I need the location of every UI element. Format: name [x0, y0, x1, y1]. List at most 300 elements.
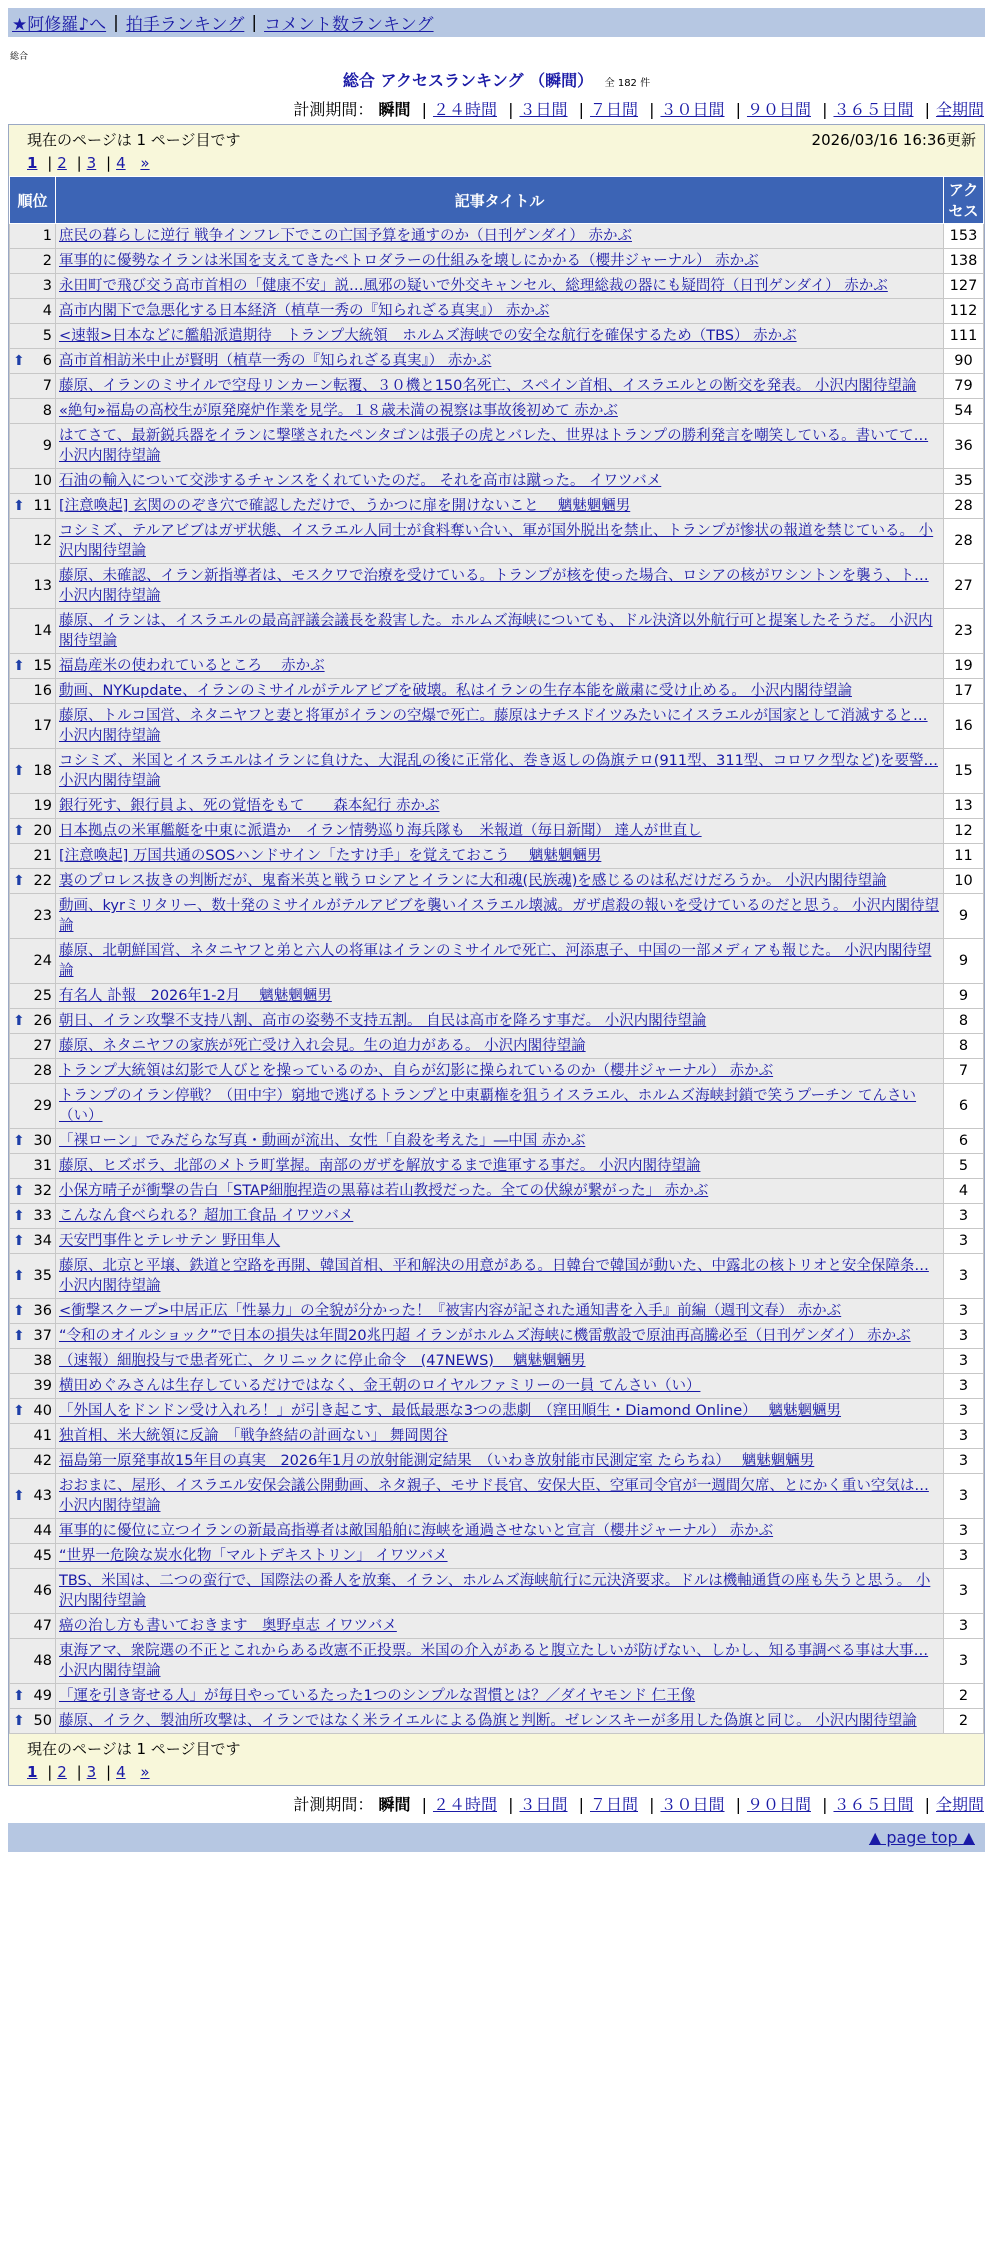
rank-cell [10, 869, 56, 894]
rank-number: 31 [33, 1158, 52, 1174]
access-count: 5 [944, 1154, 984, 1179]
table-row [10, 374, 984, 399]
arrow-up-icon: ⬆ [13, 1488, 25, 1504]
rank-number: 46 [33, 1583, 52, 1599]
article-link[interactable]: 藤原、イラク、製油所攻撃は、イランではなく米ライエルによる偽旗と判断。ゼレンスキーが多用した偽旗と同じ。 小沢内閣待望論 [59, 1713, 917, 1729]
rank-number: 18 [33, 763, 52, 779]
rank-cell [10, 1519, 56, 1544]
article-link[interactable]: 動画、kyrミリタリー、数十発のミサイルがテルアビブを襲いイスラエル壊滅。ガザ虐殺の報いを受けているのだと思う。 小沢内閣待望論 [59, 898, 940, 934]
rank-cell [10, 1084, 56, 1129]
pager-next[interactable]: » [140, 154, 150, 172]
article-link[interactable]: 藤原、トルコ国営、ネタニヤフと妻と将軍がイランの空爆で死亡。藤原はナチスドイツみたいにイスラエルが国家として消滅すると… 小沢内閣待望論 [59, 708, 928, 744]
table-row [10, 984, 984, 1009]
access-count: 153 [944, 224, 984, 249]
article-link[interactable]: 藤原、イランのミサイルで空母リンカーン転覆、３０機と150名死亡、スペイン首相、イスラエルとの断交を発表。 小沢内閣待望論 [59, 378, 917, 394]
footer-bar [8, 1823, 985, 1852]
title-cell [56, 1474, 944, 1519]
rank-cell [10, 324, 56, 349]
rank-number: 6 [42, 353, 52, 369]
table-row [10, 399, 984, 424]
article-link[interactable]: 小保方晴子が衝撃の告白「STAP細胞捏造の黒幕は若山教授だった。全ての伏線が繋がった」 赤かぶ [59, 1183, 709, 1199]
article-link[interactable]: [注意喚起] 万国共通のSOSハンドサイン「たすけ手」を覚えておこう 魑魅魍魎男 [59, 848, 602, 864]
rank-number: 22 [33, 873, 52, 889]
table-row [10, 1179, 984, 1204]
pager-page-current[interactable]: 1 [27, 1763, 38, 1781]
table-row [10, 1154, 984, 1179]
rank-cell [10, 1324, 56, 1349]
access-count: 16 [944, 704, 984, 749]
title-cell [56, 1544, 944, 1569]
rank-number: 23 [33, 908, 52, 924]
table-row [10, 494, 984, 519]
title-cell [56, 749, 944, 794]
article-link[interactable]: 藤原、ヒズボラ、北部のメトラ町掌握。南部のガザを解放するまで進軍する事だ。 小沢内閣待望論 [59, 1158, 701, 1174]
article-link[interactable]: 「裸ローン」でみだらな写真・動画が流出、女性「自殺を考えた」―中国 赤かぶ [59, 1133, 586, 1149]
period-current: 瞬間 [378, 1795, 411, 1814]
rank-cell [10, 274, 56, 299]
arrow-up-icon: ⬆ [13, 873, 25, 889]
access-count: 9 [944, 939, 984, 984]
table-row [10, 424, 984, 469]
access-count: 6 [944, 1084, 984, 1129]
table-row [10, 1229, 984, 1254]
rank-cell [10, 1204, 56, 1229]
table-row [10, 1569, 984, 1614]
total-count: 全 182 件 [604, 78, 651, 89]
table-row [10, 299, 984, 324]
period-all[interactable]: 全期間 [935, 100, 984, 119]
access-count: 12 [944, 819, 984, 844]
rank-number: 29 [33, 1098, 52, 1114]
rank-number: 27 [33, 1038, 52, 1054]
rank-number: 20 [33, 823, 52, 839]
period-365d[interactable]: ３６５日間 [833, 100, 914, 119]
access-count: 111 [944, 324, 984, 349]
article-link[interactable]: 藤原、未確認、イラン新指導者は、モスクワで治療を受けている。トランプが核を使った場合、ロシアの核がワシントンを襲う、ト… 小沢内閣待望論 [59, 568, 929, 604]
table-row [10, 844, 984, 869]
article-link[interactable]: 銀行死す、銀行員よ、死の覚悟をもて 森本紀行 赤かぶ [59, 798, 440, 814]
article-link[interactable]: 庶民の暮らしに逆行 戦争インフレ下でこの亡国予算を通すのか（日刊ゲンダイ） 赤かぶ [59, 228, 632, 244]
article-link[interactable]: 福島第一原発事故15年目の真実 2026年1月の放射能測定結果 （いわき放射能市民測定室 たらちね） 魑魅魍魎男 [59, 1453, 815, 1469]
access-count: 3 [944, 1474, 984, 1519]
access-count: 9 [944, 984, 984, 1009]
table-row [10, 1009, 984, 1034]
period-365d[interactable]: ３６５日間 [833, 1795, 914, 1814]
table-row [10, 1399, 984, 1424]
table-row [10, 1474, 984, 1519]
title-cell [56, 704, 944, 749]
rank-number: 24 [33, 953, 52, 969]
article-link[interactable]: “令和のオイルショック”で日本の損失は年間20兆円超 イランがホルムズ海峡に機雷敷設で原油再高騰必至（日刊ゲンダイ） 赤かぶ [59, 1328, 911, 1344]
rank-cell [10, 1374, 56, 1399]
rank-cell [10, 1034, 56, 1059]
arrow-up-icon: ⬆ [13, 1688, 25, 1704]
title-cell [56, 1324, 944, 1349]
title-cell [56, 1084, 944, 1129]
title-cell [56, 609, 944, 654]
article-link[interactable]: 高市内閣下で急悪化する日本経済（植草一秀の『知られざる真実』） 赤かぶ [59, 303, 550, 319]
access-count: 3 [944, 1639, 984, 1684]
arrow-up-icon: ⬆ [13, 1303, 25, 1319]
rank-cell [10, 704, 56, 749]
rank-cell [10, 349, 56, 374]
arrow-up-icon: ⬆ [13, 1013, 25, 1029]
rank-cell [10, 794, 56, 819]
title-cell [56, 894, 944, 939]
comment-ranking-link[interactable]: コメント数ランキング [264, 15, 434, 35]
title-cell [56, 1639, 944, 1684]
title-cell [56, 1374, 944, 1399]
rank-number: 49 [33, 1688, 52, 1704]
access-count: 11 [944, 844, 984, 869]
rank-cell [10, 1544, 56, 1569]
access-count: 3 [944, 1229, 984, 1254]
period-30d[interactable]: ３０日間 [660, 1795, 725, 1814]
article-link[interactable]: こんなん食べられる？超加工食品 イワツバメ [59, 1208, 354, 1224]
article-link[interactable]: 癌の治し方も書いておきます 奥野卓志 イワツバメ [59, 1618, 397, 1634]
period-label: 計測期間： [293, 100, 374, 119]
access-count: 35 [944, 469, 984, 494]
arrow-up-icon: ⬆ [13, 823, 25, 839]
rank-cell [10, 519, 56, 564]
article-link[interactable]: <衝撃スクープ>中居正広「性暴力」の全貌が分かった！『被害内容が記された通知書を入手』前編（週刊文春） 赤かぶ [59, 1303, 842, 1319]
pager-top: 1 | 2 | 3 | 4 » [27, 154, 150, 172]
rank-cell [10, 749, 56, 794]
access-count: 127 [944, 274, 984, 299]
rank-number: 47 [33, 1618, 52, 1634]
rank-number: 9 [42, 438, 52, 454]
table-row [10, 519, 984, 564]
access-count: 3 [944, 1449, 984, 1474]
article-link[interactable]: 石油の輸入について交渉するチャンスをくれていたのだ。 それを高市は蹴った。 イワツバメ [59, 473, 662, 489]
rank-cell [10, 1154, 56, 1179]
pager-page-current[interactable]: 1 [27, 154, 38, 172]
rank-cell [10, 1229, 56, 1254]
article-link[interactable]: 天安門事件とテレサテン 野田隼人 [59, 1233, 281, 1249]
title-cell [56, 794, 944, 819]
current-page-text: 現在のページは 1 ページ目です [27, 131, 241, 149]
table-row [10, 1299, 984, 1324]
rank-cell [10, 1009, 56, 1034]
rank-number: 13 [33, 578, 52, 594]
rank-number: 50 [33, 1713, 52, 1729]
access-count: 3 [944, 1614, 984, 1639]
rank-cell [10, 679, 56, 704]
table-row [10, 609, 984, 654]
table-row [10, 1544, 984, 1569]
rank-number: 34 [33, 1233, 52, 1249]
rank-number: 3 [42, 278, 52, 294]
page-info-bottom [9, 1734, 984, 1785]
article-link[interactable]: はてさて、最新鋭兵器をイランに撃墜されたペンタゴンは張子の虎とバレた、世界はトランプの勝利発言を嘲笑している。書いてて… 小沢内閣待望論 [59, 428, 929, 464]
article-link[interactable]: トランプ大統領は幻影で人びとを操っているのか、自らが幻影に操られているのか（櫻井ジャーナル） 赤かぶ [59, 1063, 774, 1079]
article-link[interactable]: 有名人 訃報 2026年1-2月 魑魅魍魎男 [59, 988, 332, 1004]
home-link[interactable]: ★阿修羅♪へ [12, 15, 107, 35]
title-cell [56, 1399, 944, 1424]
rank-number: 15 [33, 658, 52, 674]
title-cell [56, 1034, 944, 1059]
rank-cell [10, 469, 56, 494]
arrow-up-icon: ⬆ [13, 1133, 25, 1149]
title-cell [56, 1709, 944, 1734]
rank-cell [10, 1709, 56, 1734]
period-label: 計測期間： [293, 1795, 374, 1814]
arrow-up-icon: ⬆ [13, 1208, 25, 1224]
article-link[interactable]: 藤原、北朝鮮国営、ネタニヤフと弟と六人の将軍はイランのミサイルで死亡、河添恵子、中国の一部メディアも報じた。 小沢内閣待望論 [59, 943, 932, 979]
updated-time: 2026/03/16 16:36更新 [811, 131, 976, 149]
page-top-link[interactable]: ▲ page top ▲ [868, 1828, 975, 1847]
col-access-header: アクセス [944, 177, 984, 224]
title-cell [56, 1449, 944, 1474]
period-selector-bottom: 計測期間： 瞬間 | ２４時間 | ３日間 | ７日間 | ３０日間 | ９０日間 | ３６５日間 | 全期間 [293, 1795, 984, 1814]
access-count: 23 [944, 609, 984, 654]
access-count: 3 [944, 1399, 984, 1424]
rank-number: 16 [33, 683, 52, 699]
arrow-up-icon: ⬆ [13, 1403, 25, 1419]
table-row [10, 894, 984, 939]
table-row [10, 1254, 984, 1299]
rank-cell [10, 249, 56, 274]
article-link[interactable]: 永田町で飛び交う高市首相の「健康不安」説…風邪の疑いで外交キャンセル、総理総裁の器にも疑問符（日刊ゲンダイ） 赤かぶ [59, 278, 888, 294]
title-cell [56, 249, 944, 274]
title-cell [56, 424, 944, 469]
rank-number: 38 [33, 1353, 52, 1369]
rank-cell [10, 984, 56, 1009]
period-90d[interactable]: ９０日間 [746, 1795, 811, 1814]
access-count: 3 [944, 1519, 984, 1544]
rank-number: 2 [42, 253, 52, 269]
rank-cell [10, 1614, 56, 1639]
access-count: 3 [944, 1204, 984, 1229]
table-row [10, 249, 984, 274]
table-row [10, 1614, 984, 1639]
title-cell [56, 1569, 944, 1614]
period-24h[interactable]: ２４時間 [432, 1795, 497, 1814]
article-link[interactable]: トランプのイラン停戦？（田中宇）窮地で逃げるトランプと中東覇権を狙うイスラエル、ホルムズ海峡封鎖で笑うプーチン てんさい（い） [59, 1088, 917, 1124]
period-90d[interactable]: ９０日間 [746, 100, 811, 119]
article-link[interactable]: コシミズ、米国とイスラエルはイランに負けた、大混乱の後に正常化、巻き返しの偽旗テロ(911型、311型、コロワク型など)を要警… 小沢内閣待望論 [59, 753, 938, 789]
access-count: 10 [944, 869, 984, 894]
access-count: 7 [944, 1059, 984, 1084]
rank-cell [10, 1424, 56, 1449]
pager-next[interactable]: » [140, 1763, 150, 1781]
rank-number: 35 [33, 1268, 52, 1284]
rank-cell [10, 374, 56, 399]
rank-number: 8 [42, 403, 52, 419]
table-row [10, 1519, 984, 1544]
article-link[interactable]: <速報>日本などに艦船派遣期待 トランプ大統領 ホルムズ海峡での安全な航行を確保するため（TBS） 赤かぶ [59, 328, 797, 344]
rank-cell [10, 224, 56, 249]
rank-number: 14 [33, 623, 52, 639]
rank-number: 44 [33, 1523, 52, 1539]
rank-cell [10, 494, 56, 519]
rank-cell [10, 654, 56, 679]
category-label: 総合 [10, 52, 29, 62]
rank-cell [10, 1299, 56, 1324]
table-row [10, 679, 984, 704]
period-30d[interactable]: ３０日間 [660, 100, 725, 119]
pager-page-4[interactable]: 4 [116, 154, 126, 172]
table-row [10, 1349, 984, 1374]
table-row [10, 1129, 984, 1154]
article-link[interactable]: 高市首相訪米中止が賢明（植草一秀の『知られざる真実』） 赤かぶ [59, 353, 492, 369]
table-row [10, 819, 984, 844]
rank-number: 21 [33, 848, 52, 864]
arrow-up-icon: ⬆ [13, 763, 25, 779]
access-count: 2 [944, 1684, 984, 1709]
article-link[interactable]: 日本拠点の米軍艦艇を中東に派遣か イラン情勢巡り海兵隊も 米報道（毎日新聞） 達人が世直し [59, 823, 702, 839]
rank-number: 28 [33, 1063, 52, 1079]
pager-bottom: 1 | 2 | 3 | 4 » [27, 1763, 150, 1781]
access-count: 28 [944, 494, 984, 519]
table-row [10, 1639, 984, 1684]
article-link[interactable]: （速報）細胞投与で患者死亡、クリニックに停止命令 (47NEWS) 魑魅魍魎男 [59, 1353, 586, 1369]
article-link[interactable]: 横田めぐみさんは生存しているだけではなく、金王朝のロイヤルファミリーの一員 てんさい（い） [59, 1378, 701, 1394]
article-link[interactable]: «絶句»福島の高校生が原発廃炉作業を見学。１８歳未満の視察は事故後初めて 赤かぶ [59, 403, 618, 419]
access-count: 3 [944, 1324, 984, 1349]
table-row [10, 1034, 984, 1059]
article-link[interactable]: 軍事的に優位に立つイランの新最高指導者は敵国船舶に海峡を通過させないと宣言（櫻井ジャーナル） 赤かぶ [59, 1523, 774, 1539]
article-link[interactable]: “世界一危険な炭水化物「マルトデキストリン」 イワツバメ [59, 1548, 448, 1564]
rank-number: 5 [42, 328, 52, 344]
article-link[interactable]: [注意喚起] 玄関ののぞき穴で確認しただけで、うかつに扉を開けないこと 魑魅魍魎男 [59, 498, 631, 514]
title-cell [56, 1424, 944, 1449]
pager-page-2[interactable]: 2 [57, 154, 67, 172]
arrow-up-icon: ⬆ [13, 658, 25, 674]
rank-cell [10, 1179, 56, 1204]
article-link[interactable]: 福島産米の使われているところ 赤かぶ [59, 658, 325, 674]
rank-cell [10, 894, 56, 939]
access-count: 79 [944, 374, 984, 399]
period-24h[interactable]: ２４時間 [432, 100, 497, 119]
access-count: 3 [944, 1424, 984, 1449]
pager-page-3[interactable]: 3 [86, 1763, 97, 1781]
period-3d[interactable]: ３日間 [519, 100, 568, 119]
rank-number: 45 [33, 1548, 52, 1564]
title-cell [56, 519, 944, 564]
article-link[interactable]: 東海アマ、衆院選の不正とこれからある改憲不正投票。米国の介入があると腹立たしいが防げない、しかし、知る事調べる事は大事… 小沢内閣待望論 [59, 1643, 929, 1679]
period-all[interactable]: 全期間 [935, 1795, 984, 1814]
title-cell [56, 1129, 944, 1154]
table-row [10, 654, 984, 679]
title-cell [56, 1059, 944, 1084]
article-link[interactable]: 独首相、米大統領に反論 「戦争終結の計画ない」 舞岡関谷 [59, 1428, 448, 1444]
article-link[interactable]: コシミズ、テルアビブはガザ状態、イスラエル人同士が食料奪い合い、軍が国外脱出を禁止、トランプが惨状の報道を禁じている。 小沢内閣待望論 [59, 523, 934, 559]
article-link[interactable]: 動画、NYKupdate、イランのミサイルがテルアビブを破壊。私はイランの生存本能を厳粛に受け止める。 小沢内閣待望論 [59, 683, 852, 699]
article-link[interactable]: 藤原、北京と平壌、鉄道と空路を再開、韓国首相、平和解決の用意がある。日韓台で韓国が動いた、中露北の核トリオと安全保障条… 小沢内閣待望論 [59, 1258, 929, 1294]
table-row [10, 704, 984, 749]
rank-cell [10, 819, 56, 844]
title-cell [56, 1349, 944, 1374]
title-cell [56, 469, 944, 494]
ranking-frame [8, 124, 985, 1786]
access-count: 3 [944, 1544, 984, 1569]
title-cell [56, 324, 944, 349]
table-row [10, 749, 984, 794]
rank-number: 7 [42, 378, 52, 394]
access-count: 3 [944, 1299, 984, 1324]
rank-cell [10, 1639, 56, 1684]
access-count: 112 [944, 299, 984, 324]
access-count: 90 [944, 349, 984, 374]
article-link[interactable]: 朝日、イラン攻撃不支持八割、高市の姿勢不支持五割。 自民は高市を降ろす事だ。 小沢内閣待望論 [59, 1013, 707, 1029]
title-cell [56, 1614, 944, 1639]
article-link[interactable]: TBS、米国は、二つの蛮行で、国際法の番人を放棄、イラン、ホルムズ海峡航行に元決済要求。ドルは機軸通貨の座も失うと思う。 小沢内閣待望論 [59, 1573, 931, 1609]
rank-cell [10, 939, 56, 984]
access-count: 17 [944, 679, 984, 704]
rank-number: 26 [33, 1013, 52, 1029]
article-link[interactable]: 藤原、イランは、イスラエルの最高評議会議長を殺害した。ホルムズ海峡についても、ドル決済以外航行可と提案したそうだ。 小沢内閣待望論 [59, 613, 933, 649]
access-count: 8 [944, 1009, 984, 1034]
title-cell [56, 494, 944, 519]
rank-cell [10, 1449, 56, 1474]
access-count: 2 [944, 1709, 984, 1734]
table-header-row [10, 177, 984, 224]
title-cell [56, 1154, 944, 1179]
rank-number: 33 [33, 1208, 52, 1224]
table-row [10, 1424, 984, 1449]
article-link[interactable]: 「運を引き寄せる人」が毎日やっているたった1つのシンプルな習慣とは？／ダイヤモンド 仁王像 [59, 1688, 696, 1704]
access-count: 138 [944, 249, 984, 274]
access-count: 3 [944, 1374, 984, 1399]
page-info-top [9, 125, 984, 176]
access-count: 13 [944, 794, 984, 819]
period-7d[interactable]: ７日間 [589, 100, 638, 119]
access-count: 3 [944, 1254, 984, 1299]
period-3d[interactable]: ３日間 [519, 1795, 568, 1814]
period-7d[interactable]: ７日間 [589, 1795, 638, 1814]
rank-cell [10, 1474, 56, 1519]
table-row [10, 1449, 984, 1474]
article-link[interactable]: 裏のプロレス抜きの判断だが、鬼畜米英と戦うロシアとイランに大和魂(民族魂)を感じるのは私だけだろうか。 小沢内閣待望論 [59, 873, 887, 889]
title-cell [56, 399, 944, 424]
rank-cell [10, 1059, 56, 1084]
period-current: 瞬間 [378, 100, 411, 119]
access-count: 4 [944, 1179, 984, 1204]
pager-page-2[interactable]: 2 [57, 1763, 67, 1781]
rank-number: 10 [33, 473, 52, 489]
rank-cell [10, 564, 56, 609]
table-row [10, 1059, 984, 1084]
rank-number: 40 [33, 1403, 52, 1419]
access-count: 9 [944, 894, 984, 939]
article-link[interactable]: おおまに、屋形、イスラエル安保会議公開動画、ネタ親子、モサド長官、安保大臣、空軍司令官が一週間欠席、とにかく重い空気は… 小沢内閣待望論 [59, 1478, 929, 1514]
arrow-up-icon: ⬆ [13, 1713, 25, 1729]
title-cell [56, 564, 944, 609]
applause-ranking-link[interactable]: 拍手ランキング [125, 15, 245, 35]
title-cell [56, 844, 944, 869]
article-link[interactable]: 藤原、ネタニヤフの家族が死亡受け入れ会見。生の迫力がある。 小沢内閣待望論 [59, 1038, 586, 1054]
title-cell [56, 1684, 944, 1709]
title-cell [56, 349, 944, 374]
access-count: 28 [944, 519, 984, 564]
table-row [10, 224, 984, 249]
page-title-text: 総合 アクセスランキング （瞬間） [342, 71, 594, 90]
title-cell [56, 224, 944, 249]
page-title [0, 68, 993, 91]
article-link[interactable]: 軍事的に優勢なイランは米国を支えてきたペトロダラーの仕組みを壊しにかかる（櫻井ジャーナル） 赤かぶ [59, 253, 759, 269]
rank-cell [10, 299, 56, 324]
title-cell [56, 1519, 944, 1544]
article-link[interactable]: 「外国人をドンドン受け入れろ！」が引き起こす、最低最悪な3つの悲劇 （窪田順生・Diamond Online） 魑魅魍魎男 [59, 1403, 842, 1419]
pager-page-4[interactable]: 4 [116, 1763, 126, 1781]
access-count: 15 [944, 749, 984, 794]
pager-page-3[interactable]: 3 [86, 154, 97, 172]
table-row [10, 274, 984, 299]
current-page-text-bottom: 現在のページは 1 ページ目です [27, 1740, 241, 1758]
table-row [10, 1204, 984, 1229]
rank-cell [10, 1684, 56, 1709]
